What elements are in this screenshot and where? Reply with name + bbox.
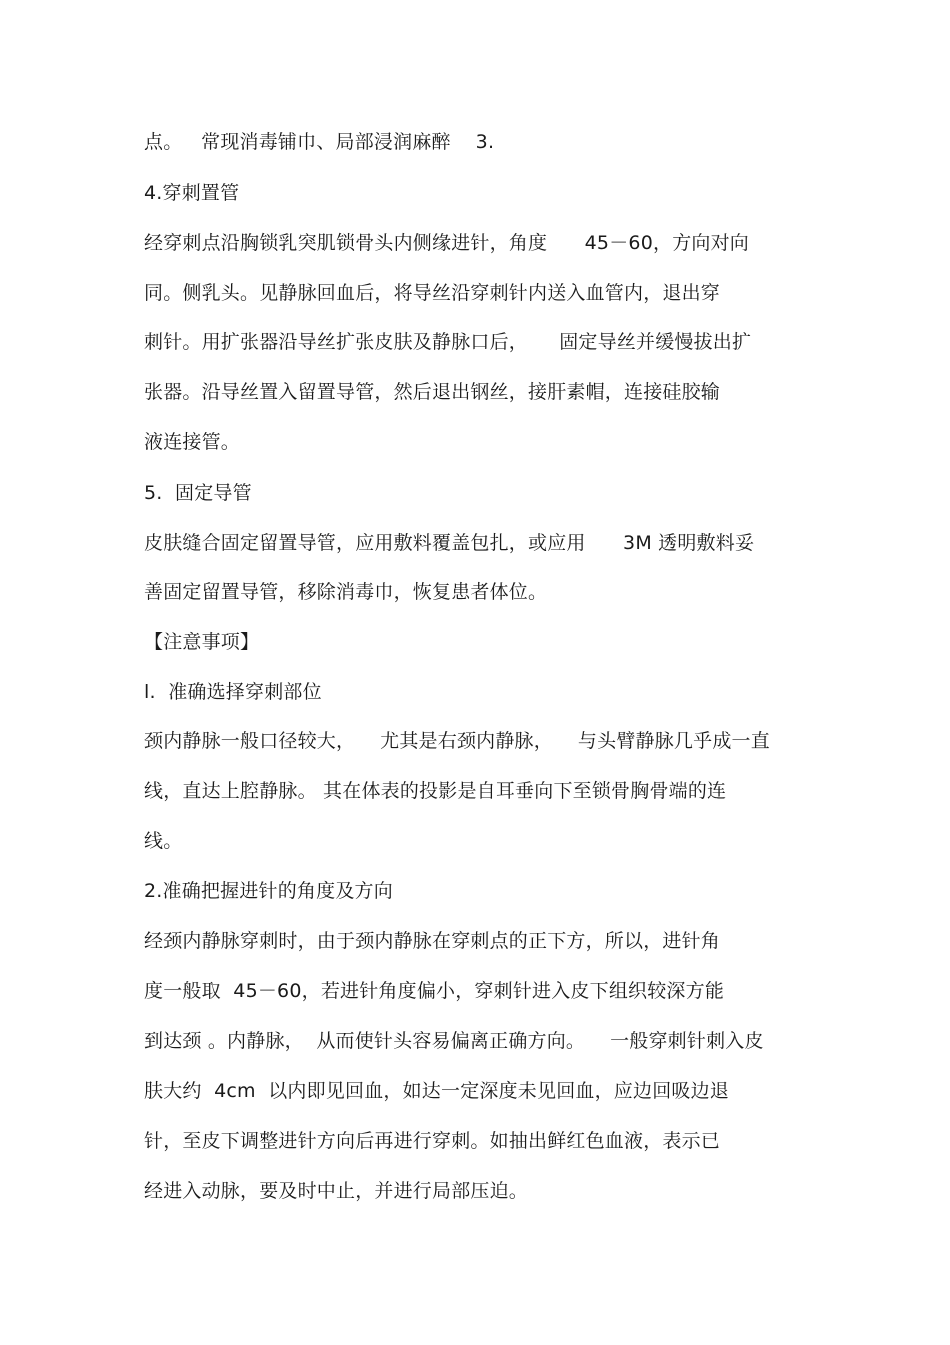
subsection-heading: l. 准确选择穿刺部位 (144, 681, 322, 703)
text-line: 善固定留置导管，移除消毒巾，恢复患者体位。 (144, 581, 548, 603)
text-line: 点。 常现消毒铺巾、局部浸润麻醉 3. (144, 131, 495, 153)
text-line: 度一般取 45－60，若进针角度偏小，穿刺针进入皮下组织较深方能 (144, 980, 725, 1002)
text-line: 到达颈 。内静脉， 从而使针头容易偏离正确方向。 一般穿刺针刺入皮 (144, 1030, 764, 1052)
text-line: 张器。沿导丝置入留置导管，然后退出钢丝，接肝素帽，连接硅胶输 (144, 381, 721, 403)
text-line: 经穿刺点沿胸锁乳突肌锁骨头内侧缘进针，角度 45－60，方向对向 (144, 232, 749, 254)
text-line: 颈内静脉一般口径较大， 尤其是右颈内静脉， 与头臂静脉几乎成一直 (144, 730, 770, 752)
section-heading-precautions: 【注意事项】 (144, 631, 260, 653)
text-line: 液连接管。 (144, 431, 241, 453)
text-line: 同。侧乳头。见静脉回血后，将导丝沿穿刺针内送入血管内，退出穿 (144, 282, 721, 304)
section-heading-puncture: 4.穿刺置管 (144, 182, 240, 204)
section-heading-fixation: 5. 固定导管 (144, 482, 252, 504)
text-line: 线，直达上腔静脉。 其在体表的投影是自耳垂向下至锁骨胸骨端的连 (144, 780, 727, 802)
text-line: 肤大约 4cm 以内即见回血，如达一定深度未见回血，应边回吸边退 (144, 1080, 730, 1102)
subsection-heading: 2.准确把握进针的角度及方向 (144, 880, 393, 902)
text-line: 经进入动脉，要及时中止，并进行局部压迫。 (144, 1180, 529, 1202)
text-line: 经颈内静脉穿刺时，由于颈内静脉在穿刺点的正下方，所以，进针角 (144, 930, 721, 952)
text-line: 刺针。用扩张器沿导丝扩张皮肤及静脉口后， 固定导丝并缓慢拔出扩 (144, 331, 752, 353)
text-line: 皮肤缝合固定留置导管，应用敷料覆盖包扎，或应用 3M 透明敷料妥 (144, 532, 755, 554)
text-line: 针，至皮下调整进针方向后再进行穿刺。如抽出鲜红色血液，表示已 (144, 1130, 721, 1152)
text-line: 线。 (144, 830, 183, 852)
